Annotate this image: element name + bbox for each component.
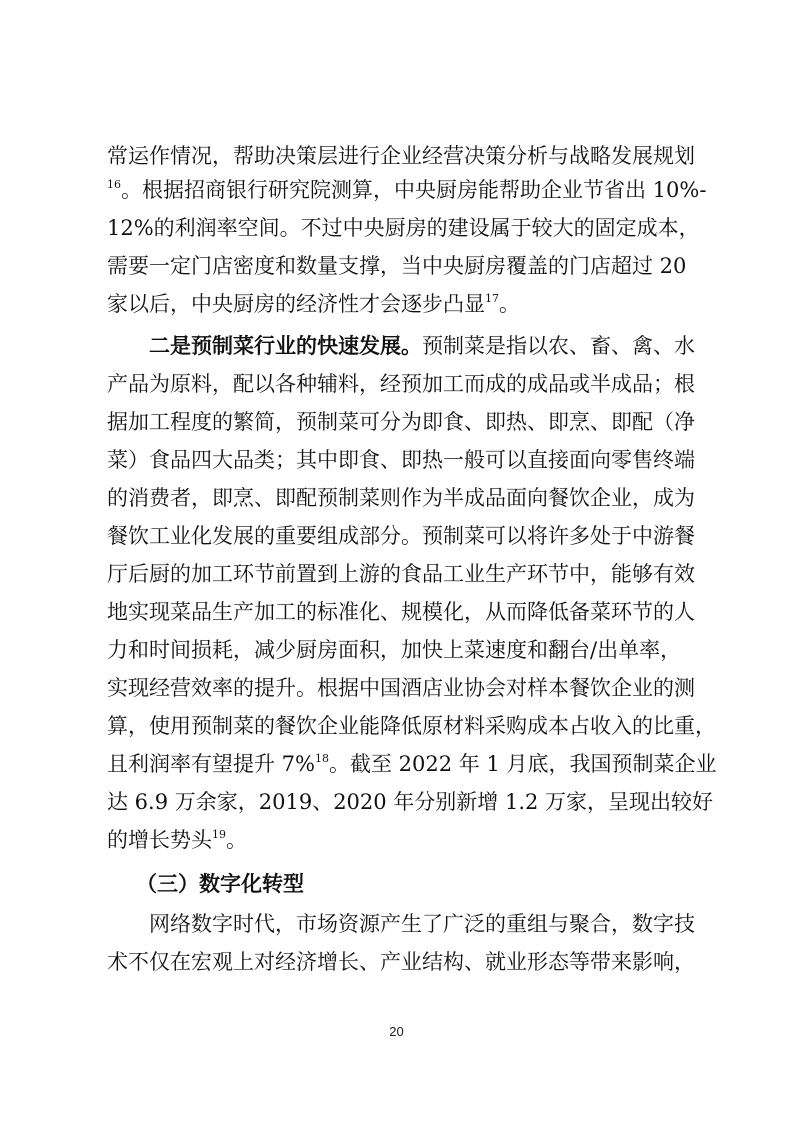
paragraph-text: 12%的利润率空间。不过中央厨房的建设属于较大的固定成本，	[107, 216, 700, 240]
paragraph-text-segment: 。	[499, 292, 520, 316]
paragraph-text: 达 6.9 万余家，2019、2020 年分别新增 1.2 万家，呈现出较好	[107, 790, 714, 814]
paragraph-text: 网络数字时代，市场资源产生了广泛的重组与聚合，数字技	[149, 912, 695, 936]
text-line	[0, 518, 793, 554]
paragraph-text: 实现经营效率的提升。根据中国酒店业协会对样本餐饮企业的测	[107, 676, 695, 700]
paragraph-text: 餐饮工业化发展的重要组成部分。预制菜可以将许多处于中游餐	[107, 524, 695, 548]
paragraph-text	[149, 328, 695, 364]
paragraph-text-segment: 。截至 2022 年 1 月底，我国预制菜企业	[329, 752, 717, 776]
paragraph-text: 力和时间损耗，减少厨房面积，加快上菜速度和翻台/出单率，	[107, 638, 682, 662]
paragraph-text: 地实现菜品生产加工的标准化、规模化，从而降低备菜环节的人	[107, 600, 695, 624]
text-line	[0, 328, 793, 364]
text-line	[0, 556, 793, 592]
text-line	[0, 746, 793, 782]
text-line	[0, 822, 793, 858]
text-line	[0, 594, 793, 630]
text-line	[0, 632, 793, 668]
text-line	[0, 172, 793, 208]
paragraph-text	[107, 822, 247, 858]
paragraph-text	[107, 172, 706, 208]
footnote-ref-18[interactable]: 18	[315, 752, 329, 765]
text-line	[0, 404, 793, 440]
paragraph-text-segment: 预制菜是指以农、畜、禽、水	[422, 334, 695, 358]
footnote-ref-16[interactable]: 16	[107, 178, 121, 191]
paragraph-text-segment: 家以后，中央厨房的经济性才会逐步凸显	[107, 292, 485, 316]
paragraph-text-segment: 。根据招商银行研究院测算，中央厨房能帮助企业节省出 10%-	[121, 178, 707, 202]
paragraph-text: 常运作情况，帮助决策层进行企业经营决策分析与战略发展规划	[107, 144, 695, 168]
text-line	[0, 906, 793, 942]
text-line	[0, 708, 793, 744]
text-line	[0, 944, 793, 980]
text-line	[0, 670, 793, 706]
text-line	[0, 784, 793, 820]
page-number: 20	[389, 1024, 404, 1039]
text-line	[0, 286, 793, 322]
paragraph-text: 厅后厨的加工环节前置到上游的食品工业生产环节中，能够有效	[107, 562, 695, 586]
paragraph-text: 需要一定门店密度和数量支撑，当中央厨房覆盖的门店超过 20	[107, 254, 687, 278]
paragraph-text-segment: 。	[226, 828, 247, 852]
paragraph-text: 的消费者，即烹、即配预制菜则作为半成品面向餐饮企业，成为	[107, 486, 695, 510]
text-line	[0, 480, 793, 516]
text-line	[0, 866, 793, 902]
text-line	[0, 248, 793, 284]
text-line	[0, 138, 793, 174]
section-heading: （三）数字化转型	[136, 871, 304, 896]
paragraph-text	[107, 746, 717, 782]
paragraph-text-segment: 且利润率有望提升 7%	[107, 752, 315, 776]
paragraph-text	[107, 286, 520, 322]
paragraph-text: 算，使用预制菜的餐饮企业能降低原材料采购成本占收入的比重，	[107, 714, 716, 738]
paragraph-text: 产品为原料，配以各种辅料，经预加工而成的成品或半成品；根	[107, 372, 695, 396]
paragraph-text: 据加工程度的繁简，预制菜可分为即食、即热、即烹、即配（净	[107, 410, 695, 434]
paragraph-text: 菜）食品四大品类；其中即食、即热一般可以直接面向零售终端	[107, 448, 695, 472]
text-line	[0, 366, 793, 402]
footnote-ref-19[interactable]: 19	[212, 828, 226, 841]
paragraph-text: 术不仅在宏观上对经济增长、产业结构、就业形态等带来影响，	[107, 950, 695, 974]
paragraph-text-segment: 的增长势头	[107, 828, 212, 852]
text-line	[0, 210, 793, 246]
bold-lead-text: 二是预制菜行业的快速发展。	[149, 333, 422, 358]
footnote-ref-17[interactable]: 17	[485, 292, 499, 305]
text-line	[0, 442, 793, 478]
